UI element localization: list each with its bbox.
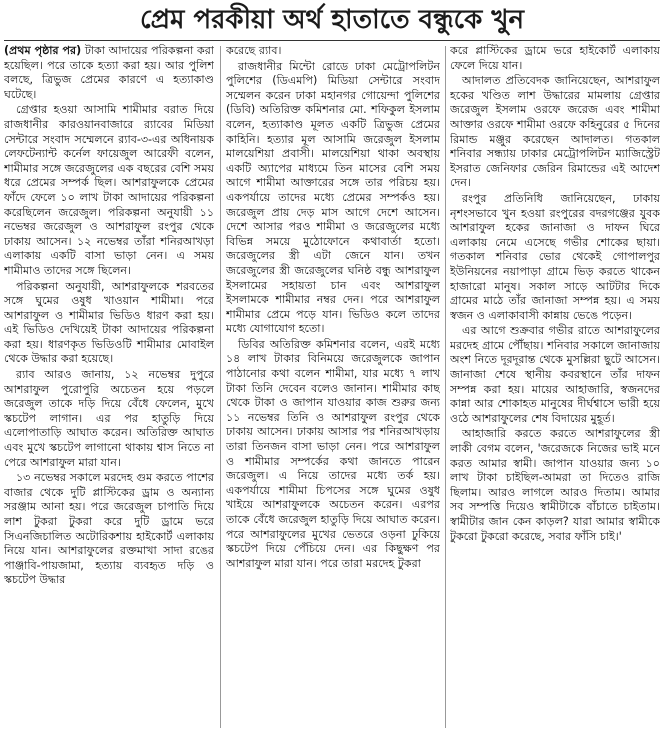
- paragraph: রংপুর প্রতিনিধি জানিয়েছেন, ঢাকায় নৃশংসভাবে খুন হওয়া রংপুরের বদরগঞ্জের যুবক আশরাফুল হকের জানাজা ও দাফন ঘিরে এলাকায় নেমে এসেছে গভীর শোকের ছায়া। গতকাল শনিবার ভোর থেকেই গোপালপুর ইউনিয়নের নয়াপাড়া গ্রামে ভিড় করতে থাকেন হাজারো মানুষ। সকাল সাড়ে আটটার দিকে গ্রামের মাঠে তাঁর জানাজা সম্পন্ন হয়। এ সময় স্বজন ও এলাকাবাসী কান্নায় ভেঙে পড়েন।: [450, 191, 660, 322]
- paragraph: আদালত প্রতিবেদক জানিয়েছেন, আশরাফুল হকের খণ্ডিত লাশ উদ্ধারের মামলায় গ্রেপ্তার জরেজুল ইসলাম ওরফে জরেজ এবং শামীমা আক্তার ওরফে শামীমা ওরফে কহিনুরের ৫ দিনের রিমান্ড মঞ্জুর করেছেন আদালত। গতকাল শনিবার সন্ধ্যায় ঢাকার মেট্রোপলিটন ম্যাজিস্ট্রেট ইসরাত জেনিফার জেরিন রিমান্ডের এই আদেশ দেন।: [450, 74, 660, 190]
- paragraph: পরিকল্পনা অনুযায়ী, আশরাফুলকে শরবতের সঙ্গে ঘুমের ওষুধ খাওয়ান শামীমা। পরে আশরাফুল ও শামীমার ভিডিও ধারণ করা হয়। এই ভিডিও দেখিয়েই টাকা আদায়ের পরিকল্পনা করা হয়। ধারণকৃত ভিডিওটি শামীমার মোবাইল থেকে উদ্ধার করা হয়েছে।: [4, 279, 214, 366]
- headline: প্রেম পরকীয়া অর্থ হাতাতে বন্ধুকে খুন: [140, 5, 524, 35]
- paragraph: গ্রেপ্তার হওয়া আসামি শামীমার বরাত দিয়ে রাজধানীর কারওয়ানবাজারে র‌্যাবের মিডিয়া সেন্টারে সংবাদ সম্মেলনে র‌্যাব-৩-এর অধিনায়ক লেফটেন্যান্ট কর্নেল ফায়েজুল আরেফী বলেন, শামীমার সঙ্গে জরেজুলের এক বছরের বেশি সময় ধরে প্রেমের সম্পর্ক ছিল। আশরাফুলকে প্রেমের ফাঁদে ফেলে ১০ লাখ টাকা আদায়ের পরিকল্পনা করেছিলেন জরেজুল। পরিকল্পনা অনুযায়ী ১১ নভেম্বর জরেজুল ও আশরাফুল রংপুর থেকে ঢাকায় আসেন। ১২ নভেম্বর তাঁরা শনিরআখড়া এলাকায় একটি বাসা ভাড়া নেন। এ সময় শামীমাও তাদের সঙ্গে ছিলেন।: [4, 103, 214, 277]
- paragraph-text: টাকা আদায়ের পরিকল্পনা করা হয়েছিল। পরে তাকে হত্যা করা হয়। আর পুলিশ বলছে, ত্রিভুজ প্রেমের কারণে এ হত্যাকাণ্ড ঘটেছে।: [4, 44, 214, 101]
- headline-rule: [4, 40, 660, 41]
- column-divider: [220, 46, 221, 728]
- paragraph: রাজধানীর মিন্টো রোডে ঢাকা মেট্রোপলিটন পুলিশের (ডিএমপি) মিডিয়া সেন্টারে সংবাদ সম্মেলন করেন ঢাকা মহানগর গোয়েন্দা পুলিশের (ডিবি) অতিরিক্ত কমিশনার মো. শফিকুল ইসলাম বলেন, হত্যাকাণ্ড মূলত একটি ত্রিভুজ প্রেমের কাহিনি। হত্যার মূল আসামি জরেজুল ইসলাম মালয়েশিয়া প্রবাসী। মালয়েশিয়া থাকা অবস্থায় একটি অ্যাপের মাধ্যমে তিন মাসের বেশি সময় আগে শামীমা আক্তারের সঙ্গে তার পরিচয় হয়। একপর্যায়ে তাদের মধ্যে প্রেমের সম্পর্কও হয়। জরেজুল প্রায় দেড় মাস আগে দেশে আসেন। দেশে আসার পরও শামীমা ও জরেজুলের মধ্যে বিভিন্ন সময়ে মুঠোফোনে কথাবার্তা হতো। জরেজুলের স্ত্রী এটা জেনে যান। তখন জরেজুলের স্ত্রী জরেজুলের ঘনিষ্ঠ বন্ধু আশরাফুল ইসলামের সহায়তা চান এবং আশরাফুল ইসলামকে শামীমার নম্বর দেন। পরে আশরাফুল শামীমার প্রেমে পড়ে যান। ভিডিও কলে তাদের মধ্যে যোগাযোগ হতো।: [226, 59, 440, 336]
- paragraph: ১৩ নভেম্বর সকালে মরদেহ গুম করতে পাশের বাজার থেকে দুটি প্লাস্টিকের ড্রাম ও অন্যান্য সরঞ্জাম আনা হয়। পরে জরেজুল চাপাতি দিয়ে লাশ টুকরা টুকরা করে দুটি ড্রামে ভরে সিএনজিচালিত অটোরিকশায় হাইকোর্ট এলাকায় নিয়ে যান। আশরাফুলের রক্তমাখা সাদা রঙের পাঞ্জাবি-পায়জামা, হত্যায় ব্যবহৃত দড়ি ও স্কচটেপ উদ্ধার: [4, 471, 214, 587]
- column-2: [226, 44, 440, 730]
- column-3: [450, 44, 660, 730]
- paragraph: ডিবির অতিরিক্ত কমিশনার বলেন, এরই মধ্যে ১৪ লাখ টাকার বিনিময়ে জরেজুলকে জাপান পাঠানোর কথা বলেন শামীমা, যার মধ্যে ৭ লাখ টাকা তিনি দেবেন বলেও জানান। শামীমার কাছ থেকে টাকা ও জাপান যাওয়ার কাজ শুরুর জন্য ১১ নভেম্বর তিনি ও আশরাফুল রংপুর থেকে ঢাকায় আসেন। ঢাকায় আসার পর শনিরআখড়ায় তারা তিনজন বাসা ভাড়া নেন। পরে আশরাফুল ও শামীমার সম্পর্কের কথা জানতে পারেন জরেজুল। এ নিয়ে তাদের মধ্যে তর্ক হয়। একপর্যায়ে শামীমা চিপসের সঙ্গে ঘুমের ওষুধ খাইয়ে আশরাফুলকে অচেতন করেন। এরপর তাকে বেঁধে জরেজুল হাতুড়ি দিয়ে আঘাত করেন। পরে আশরাফুলের মুখের ভেতরে ওড়না ঢুকিয়ে স্কচটেপ দিয়ে পেঁচিয়ে দেন। এর কিছুক্ষণ পর আশরাফুল মারা যান। পরে তারা মরদেহ টুকরা: [226, 337, 440, 570]
- paragraph: করে প্লাস্টিকের ড্রামে ভরে হাইকোর্ট এলাকায় ফেলে দিয়ে যান।: [450, 44, 660, 72]
- paragraph: র‌্যাব আরও জানায়, ১২ নভেম্বর দুপুরে আশরাফুল পুরোপুরি অচেতন হয়ে পড়লে জরেজুল তাকে দড়ি দিয়ে বেঁধে ফেলেন, মুখে স্কচটেপ লাগান। এর পর হাতুড়ি দিয়ে এলোপাতাড়ি আঘাত করেন। অতিরিক্ত আঘাত এবং মুখে স্কচটেপ লাগানো থাকায় শ্বাস নিতে না পেরে আশরাফুল মারা যান।: [4, 368, 214, 469]
- paragraph: [4, 44, 214, 102]
- paragraph: করেছে র‌্যাব।: [226, 44, 282, 57]
- continued-from-label: (প্রথম পৃষ্ঠার পর): [4, 44, 82, 57]
- column-1: [4, 44, 214, 730]
- column-divider: [445, 46, 446, 728]
- paragraph: আহাজারি করতে করতে আশরাফুলের স্ত্রী লাকী বেগম বলেন, 'জরেজকে নিজের ভাই মনে করত আমার স্বামী। জাপান যাওয়ার জন্য ১০ লাখ টাকা চাইছিল-আমরা তা দিতেও রাজি ছিলাম। আরও লাগলে আরও দিতাম। আমার সব সম্পত্তি দিয়েও স্বামীটাকে বাঁচাতে চাইতাম। স্বামীটার জান কেন কাড়ল? যারা আমার স্বামীকে টুকরো টুকরো করেছে, সবার ফাঁসি চাই।': [450, 427, 660, 543]
- paragraph: এর আগে শুক্রবার গভীর রাতে আশরাফুলের মরদেহ গ্রামে পৌঁছায়। শনিবার সকালে জানাজায় অংশ নিতে দূরদূরান্ত থেকে মুসল্লিরা ছুটে আসেন। জানাজা শেষে স্থানীয় কবরস্থানে তাঁর দাফন সম্পন্ন করা হয়। মায়ের আহাজারি, স্বজনদের কান্না আর শোকাহত মানুষের দীর্ঘশ্বাসে ভারী হয়ে ওঠে আশরাফুলের শেষ বিদায়ের মুহূর্ত।: [450, 324, 660, 425]
